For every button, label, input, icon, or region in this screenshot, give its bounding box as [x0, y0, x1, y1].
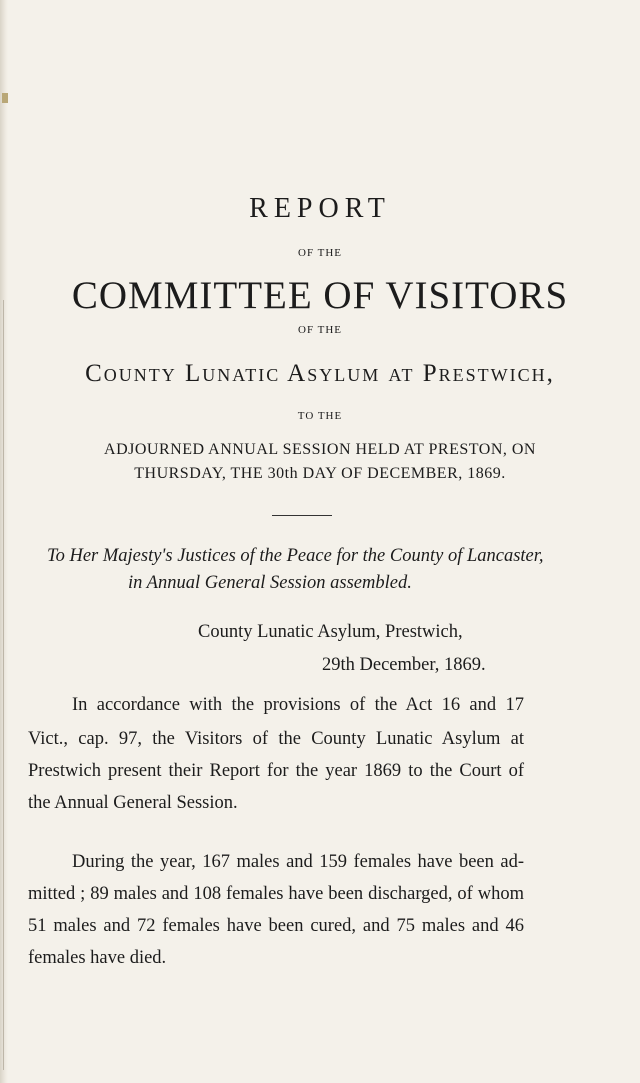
paragraph-1-line-4: the Annual General Session. [28, 793, 238, 813]
asylum-heading: County Lunatic Asylum at Prestwich, [85, 360, 555, 387]
page-binding-edge [0, 0, 8, 1083]
paragraph-2-line-4: females have died. [28, 948, 167, 968]
paragraph-1-line-2: Vict., cap. 97, the Visitors of the County Lunatic Asylum at [28, 729, 524, 749]
paragraph-2-line-1: During the year, 167 males and 159 females have been ad- [72, 852, 524, 872]
paragraph-2-line-2: mitted ; 89 males and 108 females have been discharged, of whom [28, 884, 524, 904]
divider-rule [272, 515, 332, 516]
session-line-2: THURSDAY, THE 30th DAY OF DECEMBER, 1869. [134, 465, 506, 482]
paragraph-1-line-1: In accordance with the provisions of the Act 16 and 17 [72, 695, 524, 715]
margin-tab [2, 93, 8, 103]
paragraph-2-line-3: 51 males and 72 females have been cured, and 75 males and 46 [28, 916, 524, 936]
of-the-label-2: OF THE [298, 324, 342, 336]
address-line-1: To Her Majesty's Justices of the Peace for the County of Lancaster, [47, 546, 544, 566]
report-heading: REPORT [249, 193, 391, 224]
paragraph-1-line-3: Prestwich present their Report for the year 1869 to the Court of [28, 761, 524, 781]
session-line-1: ADJOURNED ANNUAL SESSION HELD AT PRESTON, ON [104, 441, 536, 458]
dateline-date: 29th December, 1869. [322, 655, 486, 675]
committee-heading: COMMITTEE OF VISITORS [71, 274, 569, 317]
dateline-place: County Lunatic Asylum, Prestwich, [198, 622, 463, 642]
to-the-label: TO THE [297, 410, 343, 422]
address-line-2: in Annual General Session assembled. [128, 573, 412, 593]
of-the-label-1: OF THE [298, 247, 342, 259]
